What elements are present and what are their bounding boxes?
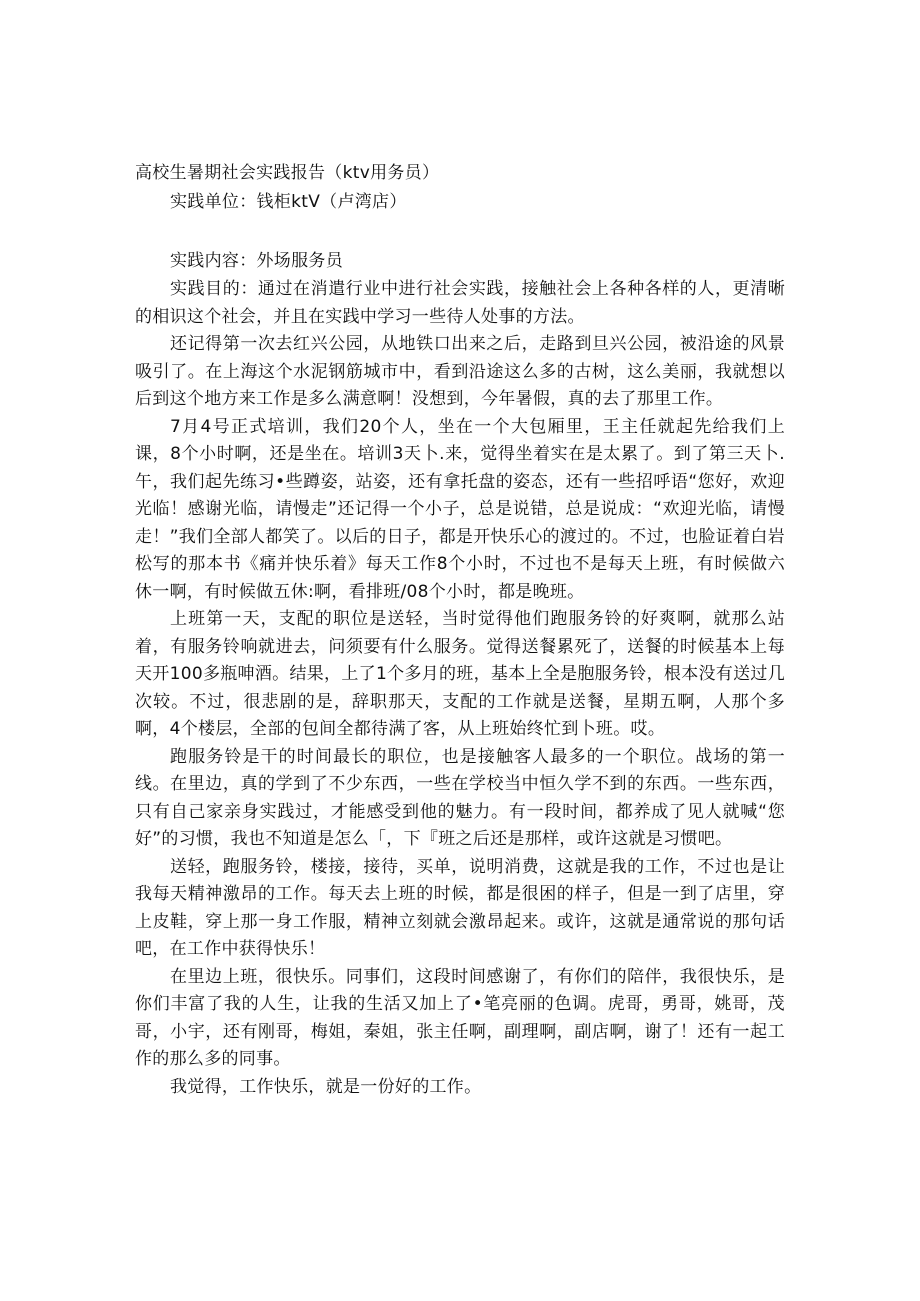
document-body [135, 159, 785, 1101]
paragraph-conclusion: 我觉得，工作快乐，就是一份好的工作。 [170, 1076, 482, 1097]
document-title: 高校生暑期社会实践报告（ktv用务员） [135, 163, 440, 183]
paragraph-colleagues: 在里边上班，很快乐。同事们，这段时间感谢了，有你们的陪伴，我很快乐，是你们丰富了我的人生，让我的生活又加上了•笔亮丽的色调。虎哥，勇哥，姚哥，茂哥，小宇，还有刚哥，梅姐，秦姐，张主任啊，副理啊，副店啊，谢了！还有一起工作的那么多的同事。 [135, 966, 785, 1069]
practice-content: 实践内容：外场服务员 [170, 251, 343, 271]
paragraph-park: 还记得第一次去红兴公园，从地铁口出来之后，走路到旦兴公园，被沿途的风景吸引了。在上海这个水泥钢筋城市中，看到沿途这么多的古树，这么美丽，我就想以后到这个地方来工作是多么满意啊！没想到，今年暑假，真的去了那里工作。 [135, 334, 785, 409]
paragraph-service-bell: 跑服务铃是干的时间最长的职位，也是接触客人最多的一个职位。战场的第一线。在里边，真的学到了不少东西，一些在学校当中恒久学不到的东西。一些东西，只有自己家亲身实践过，才能感受到他的魅力。有一段时间，都养成了见人就喊“您好”的习惯，我也不知道是怎么「，下『班之后还是那样，或许这就是习惯吧。 [135, 746, 785, 849]
paragraph-purpose: 实践目的：通过在消遣行业中进行社会实践，接触社会上各种各样的人，更清晰的相识这个社会，并且在实践中学习一些待人处事的方法。 [135, 279, 785, 327]
paragraph-first-day: 上班第一天，支配的职位是送轻，当时觉得他们跑服务铃的好爽啊，就那么站着，有服务铃响就进去，问须要有什么服务。觉得送餐累死了，送餐的时候基本上每天开100多瓶呻酒。结果，上了1个多月的班，基本上全是胞服务铃，根本没有送过几次较。不过，很悲剧的是，辞职那天，支配的工作就是送餐，星期五啊，人那个多啊，4个楼层，全部的包间全都待满了客，从上班始终忙到卜班。哎。 [135, 609, 785, 739]
paragraph-duties: 送轻，跑服务铃，楼接，接待，买单，说明消费，这就是我的工作，不过也是让我每天精神激昂的工作。每天去上班的时候，都是很困的样子，但是一到了店里，穿上皮鞋，穿上那一身工作服，精神立刻就会激昂起来。或许，这就是通常说的那句话吧，在工作中获得快乐！ [135, 856, 785, 959]
paragraph-training: 7月4号正式培训，我们20个人，坐在一个大包厢里，王主任就起先给我们上课，8个小时啊，还是坐在。培训3天卜.来，觉得坐着实在是太累了。到了第三天卜.午，我们起先练习•些蹲姿，站姿，还有拿托盘的姿态，还有一些招呼语“您好，欢迎光临！感谢光临，请慢走”还记得一个小子，总是说错，总是说成：“欢迎光临，请慢走！”我们全部人都笑了。以后的日子，都是开快乐心的渡过的。不过，也脸证着白岩松写的那本书《痛并快乐着》每天工作8个小时，不过也不是每天上班，有时候做六休一啊，有时候做五休:啊，看排班/08个小时，都是晚班。 [135, 416, 785, 602]
practice-unit: 实践单位：钱柜ktV（卢湾店） [170, 192, 407, 212]
blank-line [135, 217, 785, 247]
